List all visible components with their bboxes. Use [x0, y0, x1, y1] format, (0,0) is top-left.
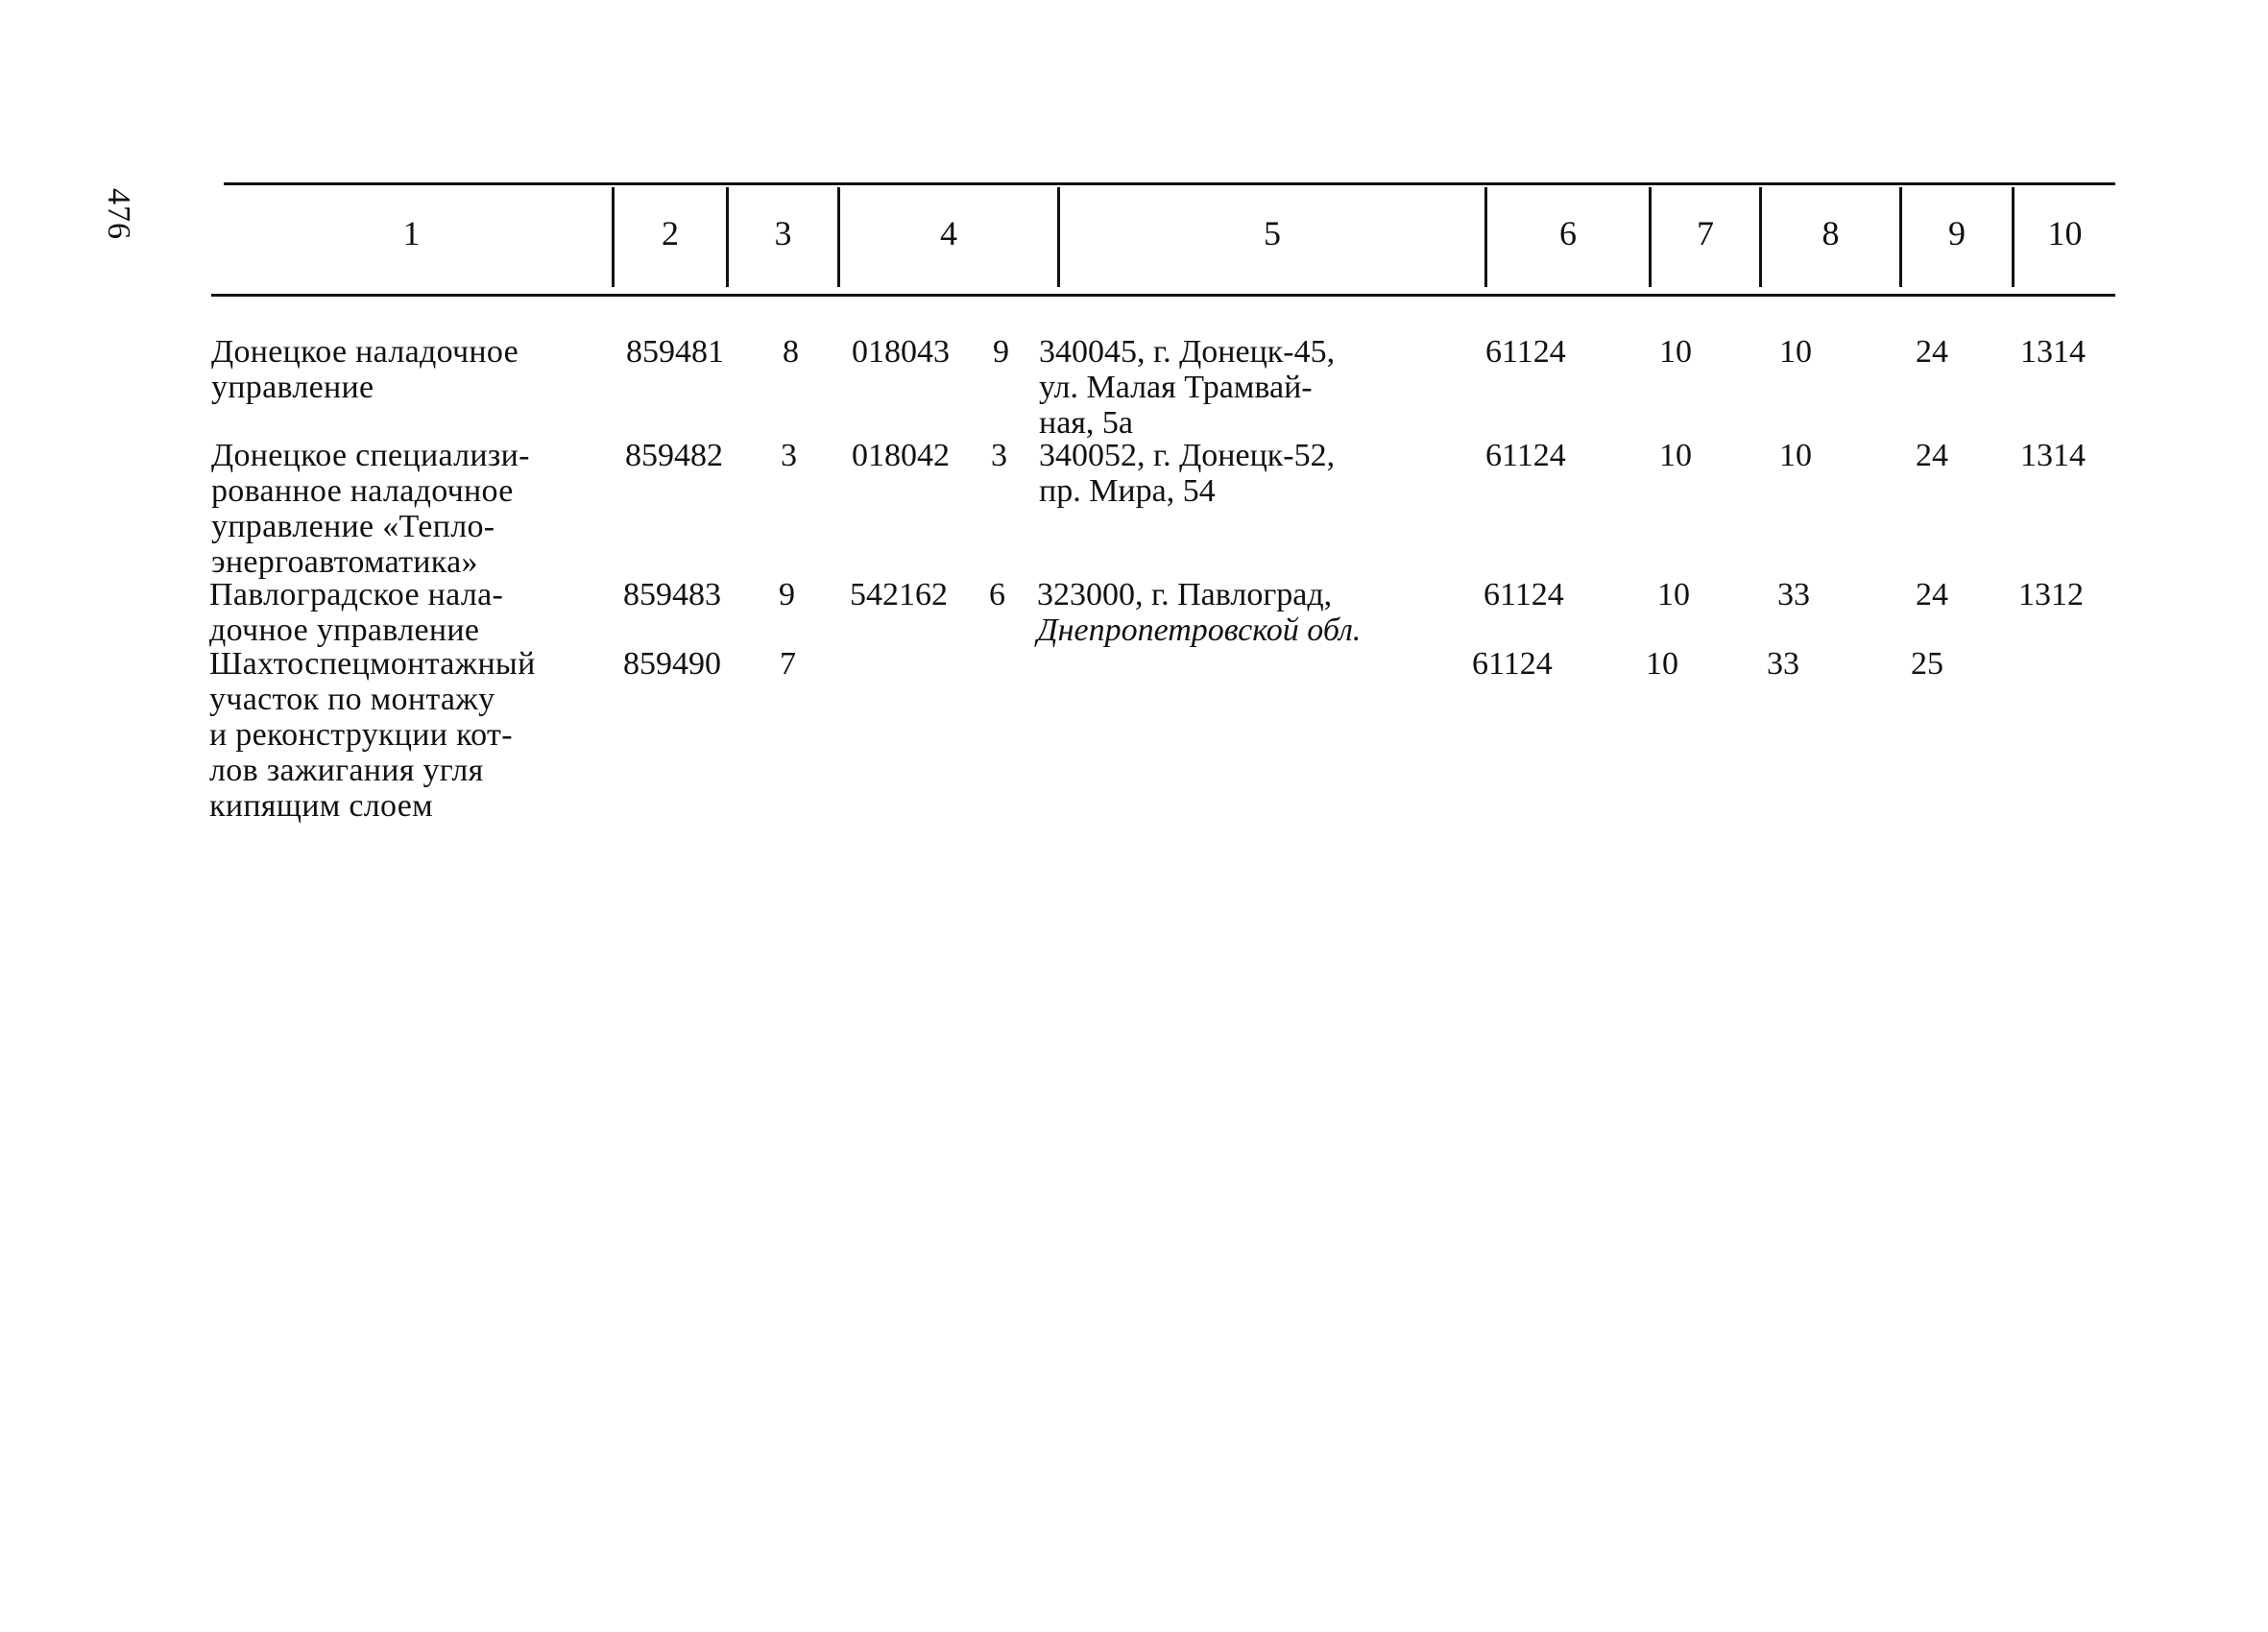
column-header: 4: [940, 214, 957, 252]
column-header: 5: [1264, 214, 1281, 252]
org-name: Донецкое специализи- рованное наладочное управление «Тепло- энергоавтоматика»: [211, 438, 530, 580]
code-8: 10: [1779, 334, 1812, 370]
code-9: 24: [1916, 577, 1948, 612]
code-8: 33: [1767, 646, 1799, 682]
column-header: 10: [2047, 214, 2083, 252]
code-8: 10: [1779, 438, 1812, 473]
code-6: 61124: [1485, 334, 1566, 370]
code-10: 1314: [2020, 334, 2086, 370]
column-header: 2: [662, 214, 679, 252]
code-4-check: 3: [991, 438, 1007, 473]
code-7: 10: [1657, 577, 1690, 612]
column-header: 1: [402, 214, 421, 252]
code-2: 859490: [623, 646, 721, 682]
code-2: 859482: [625, 438, 723, 473]
code-7: 10: [1659, 334, 1692, 370]
page-number: 476: [101, 188, 136, 240]
code-4: 018043: [852, 334, 950, 370]
code-9: 25: [1911, 646, 1943, 682]
code-2: 859481: [626, 334, 724, 370]
code-4: 018042: [852, 438, 950, 473]
code-4-check: 6: [989, 577, 1005, 612]
address: 340045, г. Донецк-45, ул. Малая Трамвай- ная, 5а: [1039, 334, 1336, 441]
code-4: 542162: [850, 577, 948, 612]
code-8: 33: [1777, 577, 1810, 612]
code-6: 61124: [1484, 577, 1564, 612]
code-10: 1314: [2020, 438, 2086, 473]
org-name: Павлоградское нала- дочное управление: [209, 577, 504, 648]
org-name: Донецкое наладочное управление: [211, 334, 519, 405]
table-top-rule: [224, 182, 2115, 185]
code-2: 859483: [623, 577, 721, 612]
code-10: 1312: [2018, 577, 2084, 612]
code-3: 7: [780, 646, 796, 682]
column-header: 6: [1559, 214, 1577, 252]
code-4-check: 9: [993, 334, 1009, 370]
code-3: 8: [783, 334, 799, 370]
org-name: Шахтоспецмонтажный участок по монтажу и реконструкции кот- лов зажигания угля кипящим слоем: [209, 646, 536, 824]
address: 323000, г. Павлоград, Днепропетровской обл.: [1037, 577, 1362, 648]
column-header: 3: [774, 214, 792, 252]
address: 340052, г. Донецк-52, пр. Мира, 54: [1039, 438, 1336, 509]
code-7: 10: [1659, 438, 1692, 473]
code-9: 24: [1916, 334, 1948, 370]
code-9: 24: [1916, 438, 1948, 473]
code-7: 10: [1646, 646, 1678, 682]
code-6: 61124: [1485, 438, 1566, 473]
column-header: 9: [1948, 214, 1966, 252]
code-3: 3: [781, 438, 797, 473]
column-header: 8: [1822, 214, 1840, 252]
header-bottom-rule: [211, 294, 2115, 297]
code-6: 61124: [1472, 646, 1553, 682]
code-3: 9: [779, 577, 795, 612]
column-header: 7: [1697, 214, 1714, 252]
